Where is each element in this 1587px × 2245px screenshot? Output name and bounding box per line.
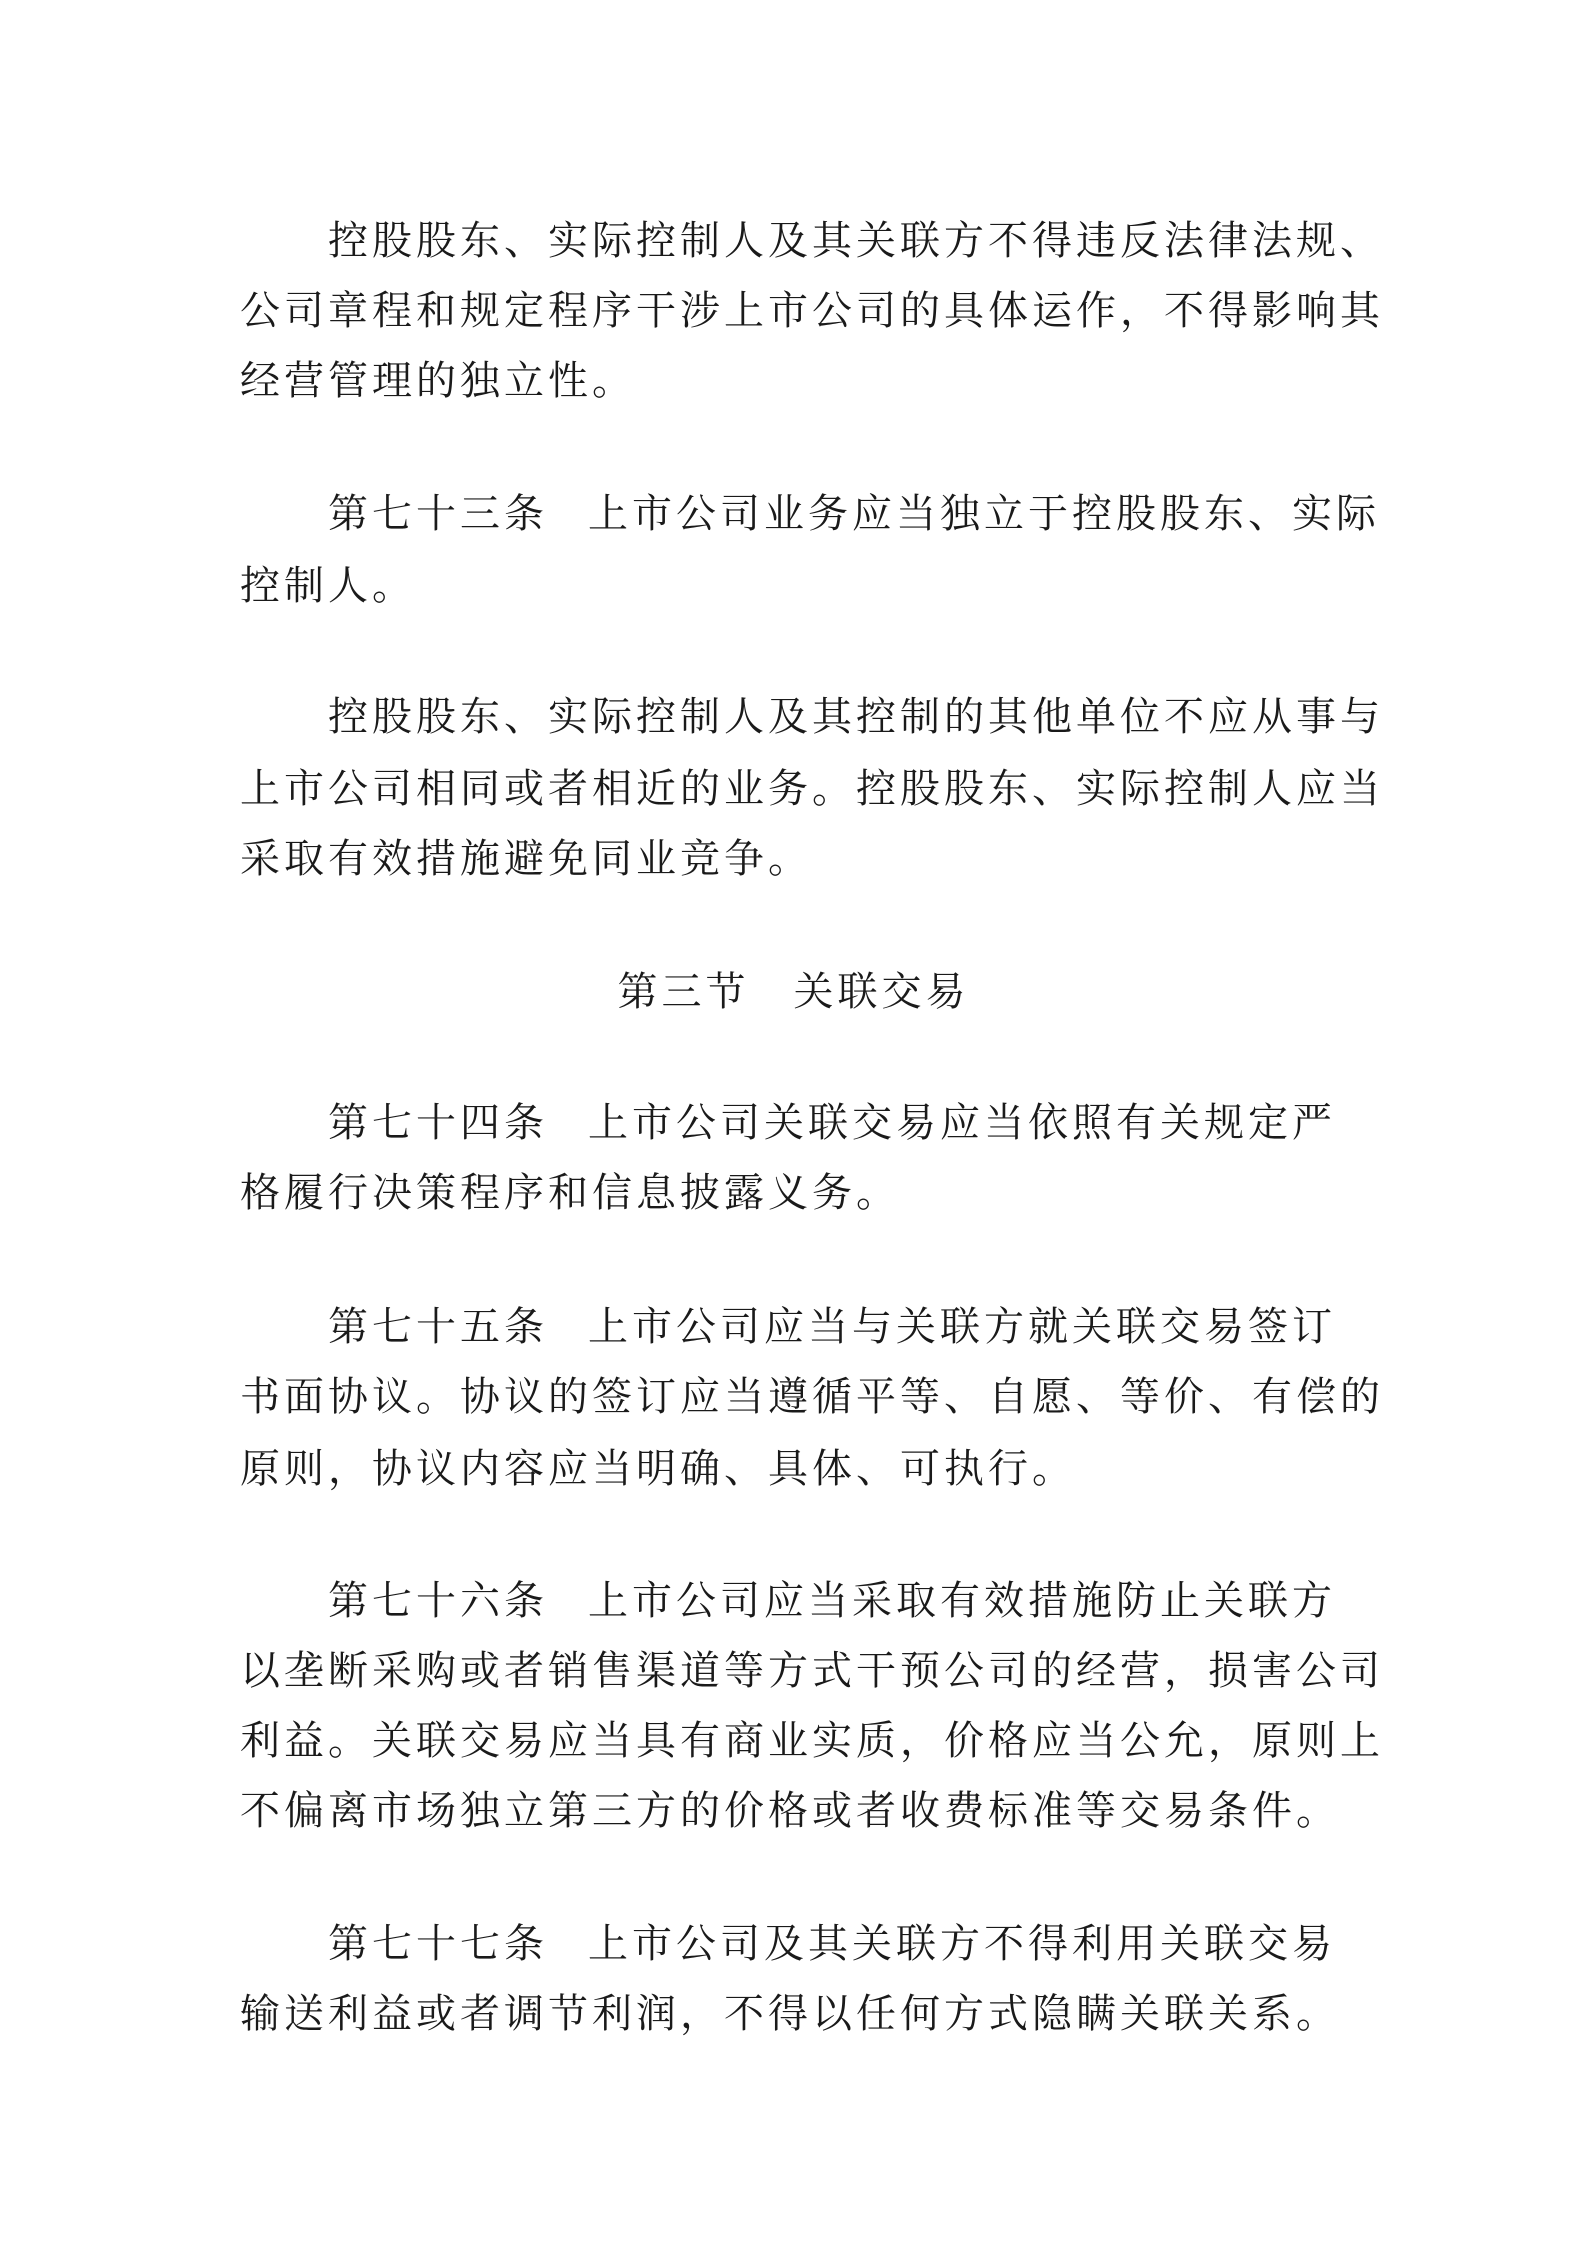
article-number: 第七十四条 [328,1100,548,1146]
paragraph-line: 原则，协议内容应当明确、具体、可执行。 [240,1446,1076,1492]
article-text: 上市公司应当采取有效措施防止关联方 [588,1578,1336,1624]
paragraph-line: 格履行决策程序和信息披露义务。 [240,1170,900,1216]
paragraph-line: 控股股东、实际控制人及其关联方不得违反法律法规、 [328,218,1384,264]
article-line [328,1297,1438,1357]
paragraph-line: 控制人。 [240,563,416,609]
article-number: 第七十七条 [328,1921,548,1967]
article-text: 上市公司关联交易应当依照有关规定严 [588,1100,1336,1146]
article-line [328,1914,1438,1974]
paragraph-line: 采取有效措施避免同业竞争。 [240,836,812,882]
article-text: 上市公司业务应当独立于控股股东、实际 [588,491,1380,537]
paragraph-line: 控股股东、实际控制人及其控制的其他单位不应从事与 [328,694,1384,740]
paragraph-line: 上市公司相同或者相近的业务。控股股东、实际控制人应当 [240,766,1384,812]
article-line [328,1571,1438,1631]
paragraph-line: 书面协议。协议的签订应当遵循平等、自愿、等价、有偿的 [240,1374,1384,1420]
paragraph-line: 经营管理的独立性。 [240,358,636,404]
section-heading: 第三节 关联交易 [617,969,970,1015]
article-line [328,1093,1438,1153]
paragraph-line: 以垄断采购或者销售渠道等方式干预公司的经营，损害公司 [240,1648,1384,1694]
article-text: 上市公司及其关联方不得利用关联交易 [588,1921,1336,1967]
article-number: 第七十五条 [328,1304,548,1350]
paragraph-line: 公司章程和规定程序干涉上市公司的具体运作，不得影响其 [240,288,1384,334]
article-line [328,484,1438,544]
paragraph-line: 输送利益或者调节利润，不得以任何方式隐瞒关联关系。 [240,1991,1340,2037]
article-number: 第七十六条 [328,1578,548,1624]
article-text: 上市公司应当与关联方就关联交易签订 [588,1304,1336,1350]
paragraph-line: 利益。关联交易应当具有商业实质，价格应当公允，原则上 [240,1718,1384,1764]
article-number: 第七十三条 [328,491,548,537]
paragraph-line: 不偏离市场独立第三方的价格或者收费标准等交易条件。 [240,1788,1340,1834]
